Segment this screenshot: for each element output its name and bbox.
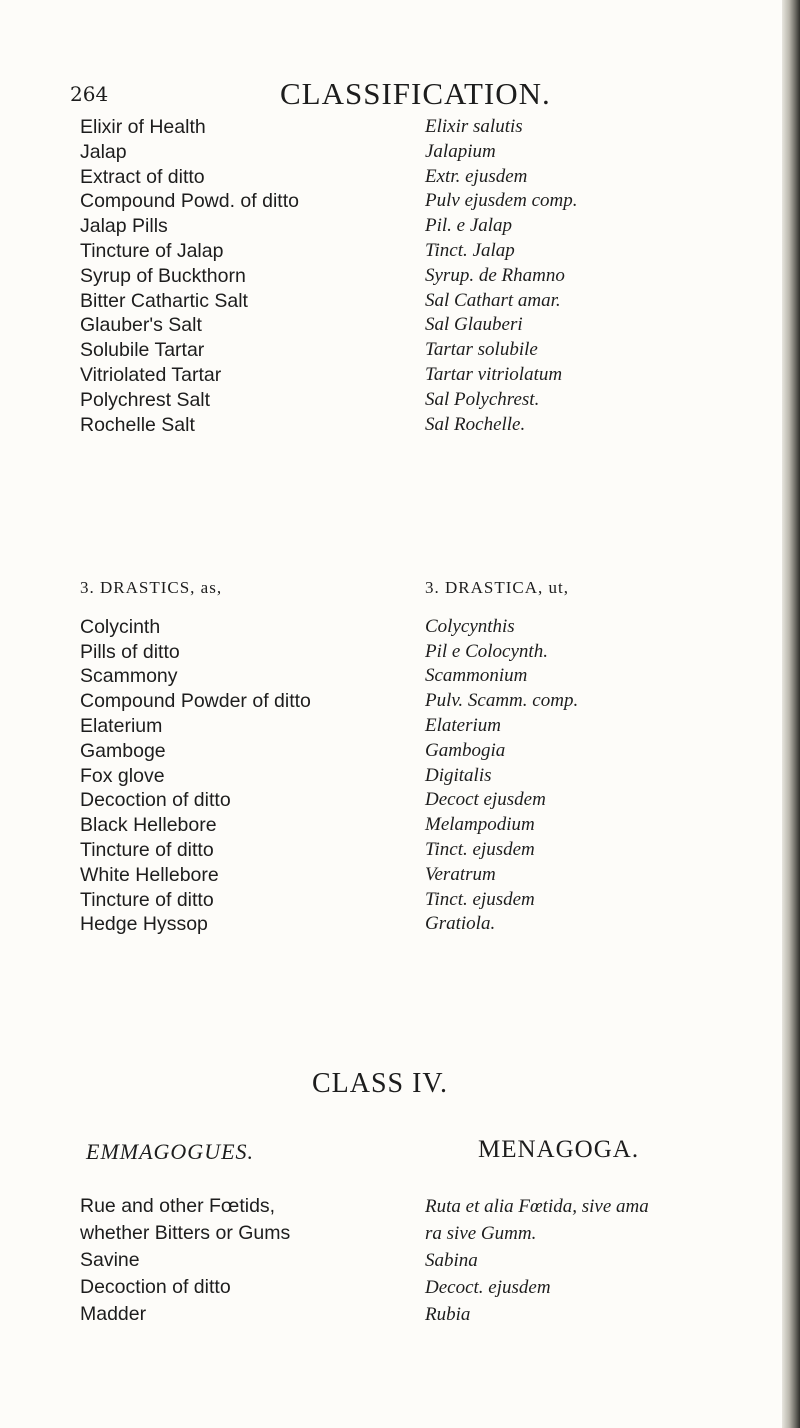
list-item: Pil e Colocynth. [425, 640, 548, 662]
class-title: CLASS IV. [311, 1068, 449, 1099]
list-item: Sal Cathart amar. [425, 289, 561, 311]
list-item: Fox glove [80, 764, 165, 787]
list-item: Melampodium [425, 814, 535, 836]
list-item: Tinct. ejusdem [425, 838, 535, 860]
list-item: Tartar vitriolatum [425, 363, 563, 385]
class-subtitle-english: EMMAGOGUES. [86, 1139, 255, 1164]
list-item: Savine [80, 1249, 140, 1271]
list-item: Pil. e Jalap [425, 215, 513, 237]
list-item: Compound Powder of ditto [80, 690, 311, 713]
list-item: Tinct. Jalap [425, 239, 515, 261]
list-item: Decoct. ejusdem [425, 1277, 551, 1298]
list-item: Black Hellebore [80, 814, 217, 837]
section-heading: 3. DRASTICA, ut, [425, 578, 569, 597]
list-item: Tincture of ditto [80, 888, 214, 911]
list-item: Sabina [425, 1250, 478, 1271]
list-item: Polychrest Salt [80, 388, 211, 411]
list-item: Digitalis [425, 764, 492, 786]
list-item: Compound Powd. of ditto [80, 190, 299, 213]
english-list-class-iv [80, 1193, 425, 1328]
english-list-drastics [80, 576, 425, 937]
list-item: Elixir salutis [425, 116, 523, 137]
list-item: Elixir of Health [80, 116, 206, 138]
page-number: 264 [70, 82, 109, 106]
list-item: Vitriolated Tartar [80, 363, 222, 386]
list-item: Tinct. ejusdem [425, 888, 535, 910]
list-item: Scammony [80, 665, 178, 688]
list-item: Sal Glauberi [425, 314, 523, 336]
list-item: Sal Polychrest. [425, 388, 540, 410]
list-item: Hedge Hyssop [80, 913, 208, 936]
list-item: Rubia [425, 1304, 471, 1325]
list-item: Syrup. de Rhamno [425, 264, 565, 286]
list-item: Pulv ejusdem comp. [425, 190, 578, 212]
list-item: Extr. ejusdem [425, 165, 528, 187]
list-item: Tincture of Jalap [80, 239, 224, 262]
list-item: Gambogia [425, 739, 506, 761]
list-item: whether Bitters or Gums [80, 1222, 291, 1244]
list-item: Decoction of ditto [80, 1276, 231, 1298]
english-list-group1 [80, 115, 425, 437]
list-item: Madder [80, 1303, 147, 1325]
list-item: Decoction of ditto [80, 789, 231, 812]
list-item: Scammonium [425, 665, 528, 687]
list-item: Decoct ejusdem [425, 789, 546, 811]
list-item: Colycinth [80, 615, 161, 638]
list-item: Rochelle Salt [80, 413, 195, 436]
list-item: Ruta et alia Fœtida, sive ama [425, 1196, 649, 1217]
list-item: Gamboge [80, 739, 166, 762]
page-header [70, 76, 750, 118]
list-item: Gratiola. [425, 913, 496, 935]
list-item: White Hellebore [80, 863, 219, 886]
running-title: CLASSIFICATION. [280, 76, 551, 111]
section-heading: 3. DRASTICS, as, [80, 578, 223, 597]
list-item: Elaterium [425, 714, 501, 736]
list-item: Pills of ditto [80, 640, 180, 663]
latin-list-drastics [425, 576, 795, 937]
list-item: Syrup of Buckthorn [80, 264, 246, 287]
list-item: Glauber's Salt [80, 314, 202, 337]
list-item: Solubile Tartar [80, 339, 205, 362]
latin-list-group1 [425, 115, 795, 437]
list-item: Jalapium [425, 140, 496, 162]
list-item: Veratrum [425, 863, 496, 885]
list-item: Jalap [80, 140, 127, 163]
list-item: Pulv. Scamm. comp. [425, 690, 579, 712]
list-item: Tartar solubile [425, 339, 538, 361]
list-item: Sal Rochelle. [425, 413, 526, 435]
list-item: Bitter Cathartic Salt [80, 289, 248, 312]
list-item: ra sive Gumm. [425, 1223, 537, 1244]
list-item: Colycynthis [425, 615, 515, 637]
list-item: Elaterium [80, 714, 163, 737]
list-item: Extract of ditto [80, 165, 205, 188]
class-subtitle-latin: MENAGOGA. [478, 1136, 640, 1163]
list-item: Jalap Pills [80, 215, 168, 238]
list-item: Rue and other Fœtids, [80, 1195, 276, 1217]
list-item: Tincture of ditto [80, 838, 214, 861]
latin-list-class-iv [425, 1193, 795, 1328]
